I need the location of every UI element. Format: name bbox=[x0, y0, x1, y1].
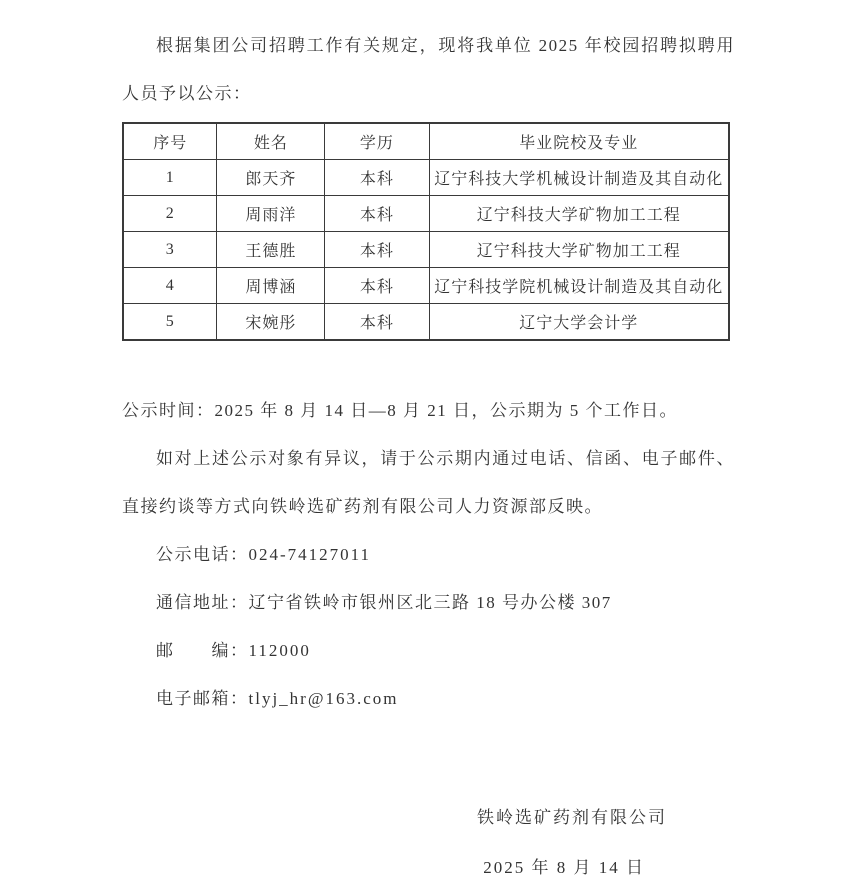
table-row bbox=[123, 232, 729, 268]
table-row bbox=[123, 268, 729, 304]
contact-email bbox=[122, 675, 735, 723]
cell-name: 王德胜 bbox=[217, 232, 325, 268]
cell-no: 5 bbox=[123, 304, 217, 341]
cell-degree: 本科 bbox=[325, 160, 429, 196]
contact-address bbox=[122, 579, 735, 627]
table-row bbox=[123, 160, 729, 196]
contact-email-label: 电子邮箱： bbox=[156, 689, 249, 708]
cell-degree: 本科 bbox=[325, 232, 429, 268]
signature-block bbox=[122, 793, 735, 893]
contact-address-value: 辽宁省铁岭市银州区北三路 18 号办公楼 307 bbox=[248, 593, 612, 612]
col-header-no: 序号 bbox=[123, 123, 217, 160]
cell-school: 辽宁大学会计学 bbox=[429, 304, 729, 341]
cell-school: 辽宁科技大学矿物加工工程 bbox=[429, 196, 729, 232]
cell-no: 4 bbox=[123, 268, 217, 304]
cell-name: 郎天齐 bbox=[217, 160, 325, 196]
company-name: 铁岭选矿药剂有限公司 bbox=[477, 808, 667, 827]
cell-name: 周博涵 bbox=[217, 268, 325, 304]
signature-date: 2025 年 8 月 14 日 bbox=[483, 858, 645, 877]
contact-address-label: 通信地址： bbox=[156, 593, 249, 612]
cell-no: 1 bbox=[123, 160, 217, 196]
cell-school: 辽宁科技大学机械设计制造及其自动化 bbox=[429, 160, 729, 196]
contact-phone bbox=[122, 531, 735, 579]
col-header-degree: 学历 bbox=[325, 123, 429, 160]
cell-school: 辽宁科技大学矿物加工工程 bbox=[429, 232, 729, 268]
contact-postcode-value: 112000 bbox=[248, 641, 311, 660]
cell-name: 宋婉彤 bbox=[217, 304, 325, 341]
contact-email-value: tlyj_hr@163.com bbox=[248, 689, 399, 708]
intro-paragraph: 根据集团公司招聘工作有关规定，现将我单位 2025 年校园招聘拟聘用人员予以公示： bbox=[122, 36, 735, 103]
cell-degree: 本科 bbox=[325, 196, 429, 232]
contact-postcode bbox=[122, 627, 735, 675]
contact-postcode-label: 邮 编： bbox=[156, 641, 249, 660]
cell-name: 周雨洋 bbox=[217, 196, 325, 232]
cell-no: 2 bbox=[123, 196, 217, 232]
col-header-name: 姓名 bbox=[217, 123, 325, 160]
hire-list-table bbox=[122, 122, 730, 341]
contact-phone-label: 公示电话： bbox=[156, 545, 249, 564]
table-row bbox=[123, 196, 729, 232]
table-row bbox=[123, 304, 729, 341]
col-header-school: 毕业院校及专业 bbox=[429, 123, 729, 160]
contact-phone-value: 024-74127011 bbox=[248, 545, 372, 564]
cell-no: 3 bbox=[123, 232, 217, 268]
objection-paragraph: 如对上述公示对象有异议，请于公示期内通过电话、信函、电子邮件、直接约谈等方式向铁岭选矿药剂有限公司人力资源部反映。 bbox=[122, 449, 735, 516]
cell-degree: 本科 bbox=[325, 268, 429, 304]
cell-school: 辽宁科技学院机械设计制造及其自动化 bbox=[429, 268, 729, 304]
cell-degree: 本科 bbox=[325, 304, 429, 341]
publicity-period-paragraph: 公示时间：2025 年 8 月 14 日—8 月 21 日，公示期为 5 个工作日。 bbox=[122, 401, 678, 420]
table-header-row bbox=[123, 123, 729, 160]
